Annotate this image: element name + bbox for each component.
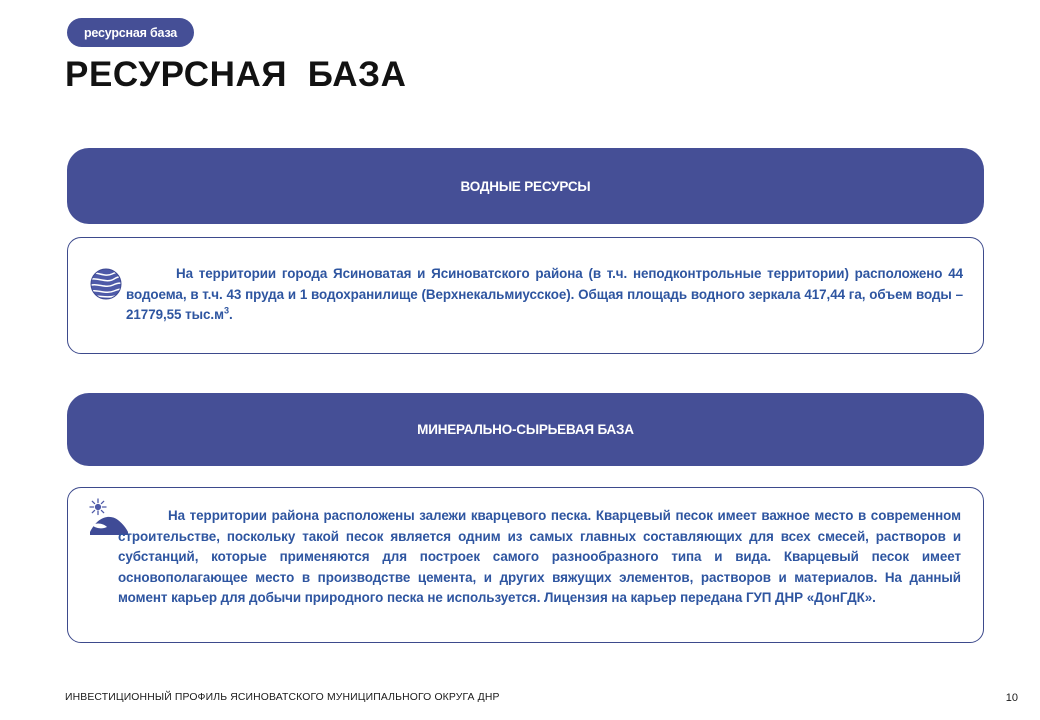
footer-title: ИНВЕСТИЦИОННЫЙ ПРОФИЛЬ ЯСИНОВАТСКОГО МУНИЦИПАЛЬНОГО ОКРУГА ДНР <box>65 692 500 703</box>
card-water-body-main: На территории города Ясиноватая и Ясиноватского района (в т.ч. неподконтрольные территории) расположено 44 водоема, в т.ч. 43 пруда и 1 водохранилище (Верхнекальмиусское). Общая площадь водного зеркала 417,44 га, объем воды – 21779,55 тыс.м <box>126 266 963 322</box>
water-globe-icon <box>88 266 124 307</box>
section-header-water-label: ВОДНЫЕ РЕСУРСЫ <box>460 178 591 194</box>
section-header-mineral-base <box>67 393 984 466</box>
card-water-resources <box>67 237 984 354</box>
section-header-water-resources <box>67 148 984 224</box>
card-mineral-base <box>67 487 984 643</box>
section-badge <box>67 18 194 47</box>
section-header-mineral-label: МИНЕРАЛЬНО-СЫРЬЕВАЯ БАЗА <box>417 422 634 437</box>
card-mineral-body: На территории района расположены залежи кварцевого песка. Кварцевый песок имеет важное место в современном строительстве, поскольку такой песок является одним из самых главных составляющих для всех смесей, растворов и субстанций, которые применяются для построек самого разнообразного типа и вида. Кварцевый песок имеет основополагающее место в производстве цемента, и других вяжущих элементов, растворов и материалов. На данный момент карьер для добычи природного песка не используется. Лицензия на карьер передана ГУП ДНР «ДонГДК». <box>118 508 961 605</box>
card-water-body-tail: . <box>228 307 233 322</box>
section-badge-label: ресурсная база <box>84 25 178 40</box>
card-water-body-superscript: 3 <box>223 305 229 316</box>
page-title: РЕСУРСНАЯ БАЗА <box>65 55 407 94</box>
page-number: 10 <box>1005 692 1018 704</box>
card-water-body <box>126 264 963 326</box>
